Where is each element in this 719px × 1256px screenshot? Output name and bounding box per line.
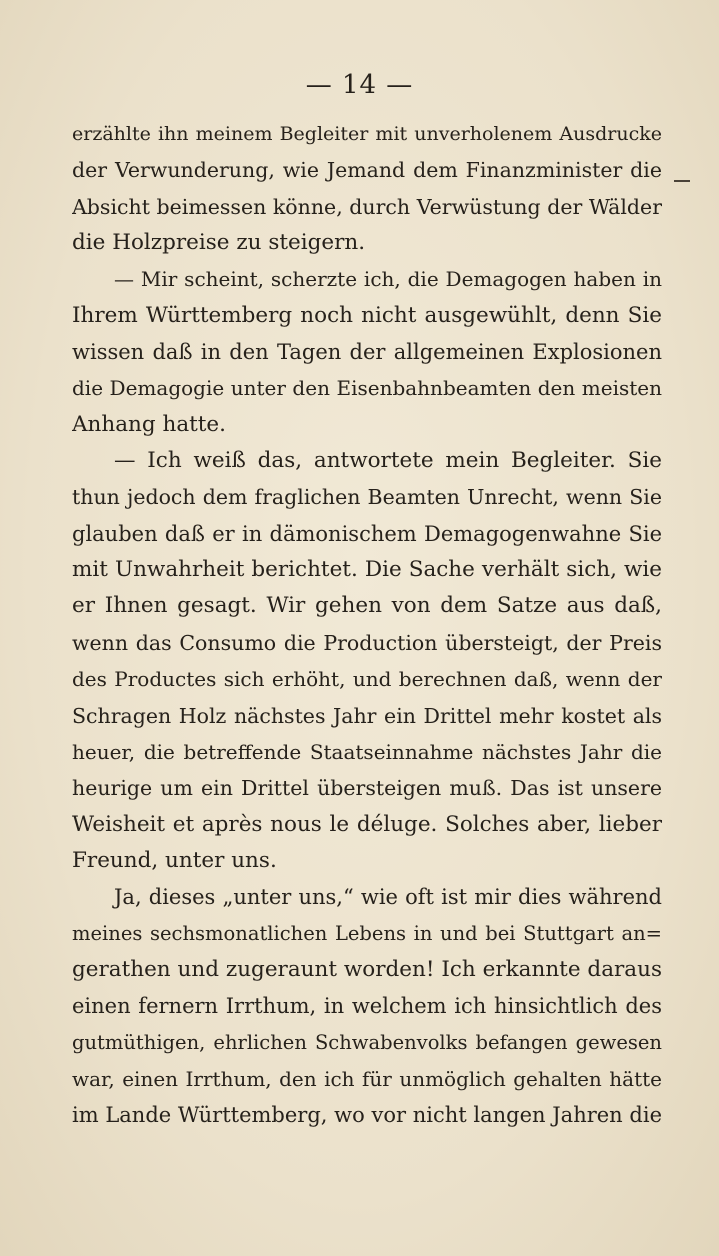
text-line: glauben daß er in dämonischem Demagogenwahne Sie (72, 521, 662, 546)
text-line: wissen daß in den Tagen der allgemeinen Explosionen (72, 340, 662, 365)
text-line: Absicht beimessen könne, durch Verwüstung der Wälder (72, 194, 662, 219)
page-number: — 14 — (305, 70, 414, 100)
text-line: war, einen Irrthum, den ich für unmöglich gehalten hätte (72, 1066, 662, 1091)
text-line: gutmüthigen, ehrlichen Schwabenvolks befangen gewesen (72, 1030, 662, 1054)
text-line: Schragen Holz nächstes Jahr ein Drittel mehr kostet als (72, 703, 662, 728)
text-line: Weisheit et après nous le déluge. Solches aber, lieber (72, 811, 662, 837)
text-line: heuer, die betreffende Staatseinnahme nächstes Jahr die (72, 739, 662, 764)
text-line: im Lande Württemberg, wo vor nicht langen Jahren die (72, 1103, 662, 1128)
text-line: thun jedoch dem fraglichen Beamten Unrecht, wenn Sie (72, 485, 662, 510)
margin-mark (674, 180, 690, 182)
text-line: gerathen und zugeraunt worden! Ich erkannte daraus (72, 956, 662, 982)
text-line: Freund, unter uns. (72, 847, 277, 873)
text-line: erzählte ihn meinem Begleiter mit unverholenem Ausdrucke (72, 123, 662, 145)
body-text (72, 116, 662, 1134)
text-line: die Demagogie unter den Eisenbahnbeamten den meisten (72, 376, 662, 401)
text-line: Ihrem Württemberg noch nicht ausgewühlt, denn Sie (72, 302, 662, 328)
text-line: des Productes sich erhöht, und berechnen daß, wenn der (72, 667, 662, 692)
text-line: er Ihnen gesagt. Wir gehen von dem Satze aus daß, (72, 593, 662, 619)
text-line: mit Unwahrheit berichtet. Die Sache verhält sich, wie (72, 557, 662, 583)
text-line: heurige um ein Drittel übersteigen muß. Das ist unsere (72, 776, 662, 801)
text-line: die Holzpreise zu steigern. (72, 230, 366, 256)
text-line: Anhang hatte. (72, 411, 226, 437)
text-line: der Verwunderung, wie Jemand dem Finanzminister die (72, 158, 662, 183)
text-line: wenn das Consumo die Production übersteigt, der Preis (72, 630, 662, 655)
text-line: meines sechsmonatlichen Lebens in und bei Stuttgart an= (72, 921, 662, 945)
text-line: einen fernern Irrthum, in welchem ich hinsichtlich des (72, 994, 662, 1019)
text-line: — Mir scheint, scherzte ich, die Demagogen haben in (114, 267, 662, 292)
text-line: — Ich weiß das, antwortete mein Begleiter. Sie (114, 448, 662, 474)
text-line: Ja, dieses „unter uns,“ wie oft ist mir dies während (114, 885, 662, 910)
